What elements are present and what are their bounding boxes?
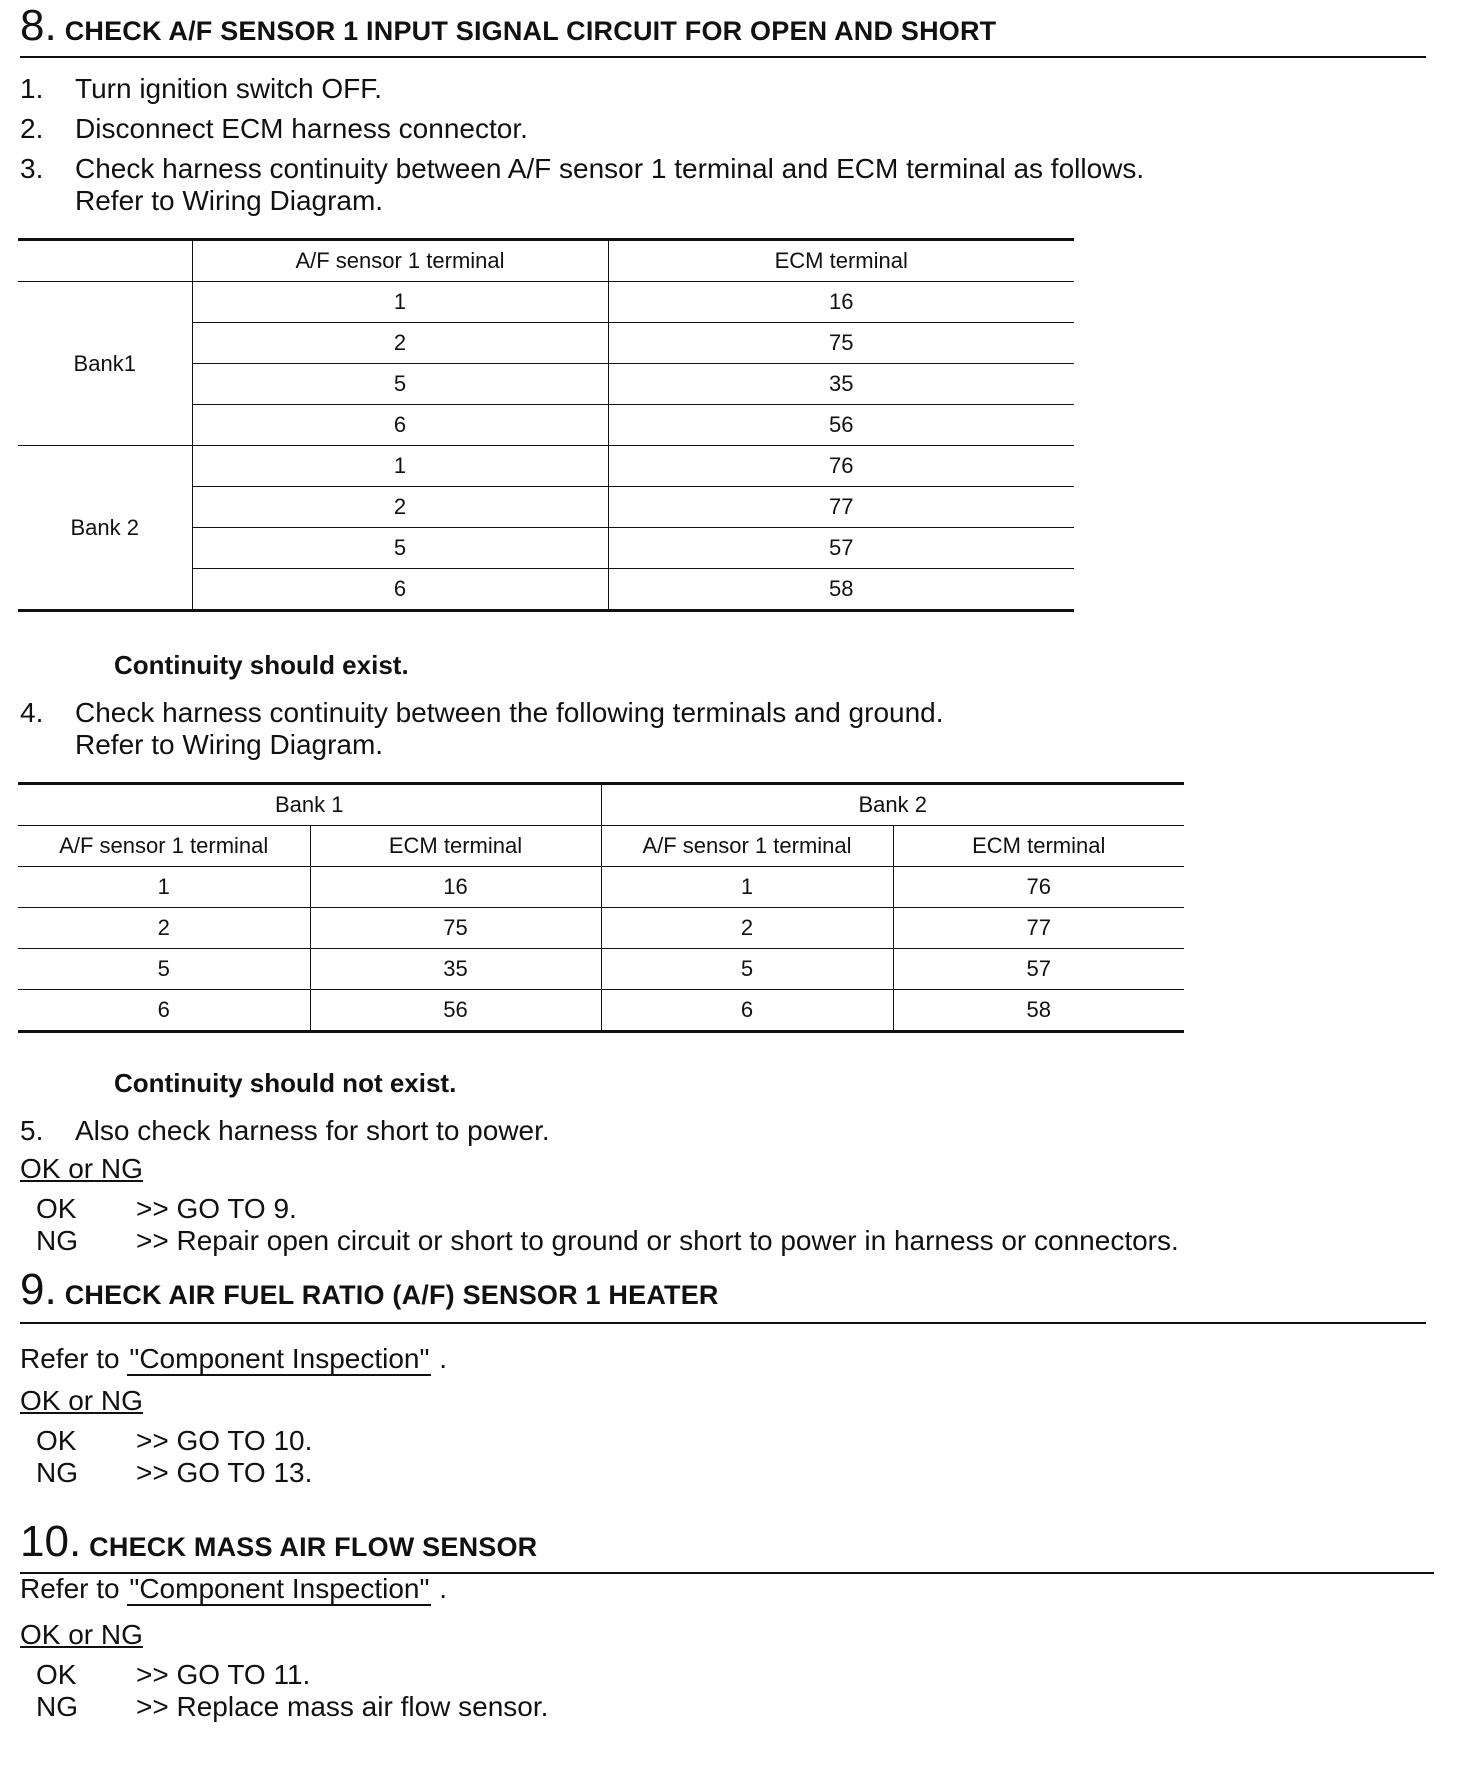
table-cell: 2 bbox=[18, 908, 310, 949]
refer-line: Refer to "Component Inspection" . bbox=[20, 1573, 448, 1604]
table-cell: 58 bbox=[608, 569, 1074, 611]
table-group-header: Bank 2 bbox=[601, 784, 1184, 826]
table-cell: 5 bbox=[192, 364, 608, 405]
table-header-cell: A/F sensor 1 terminal bbox=[601, 826, 893, 867]
table-cell: 16 bbox=[310, 867, 601, 908]
result-ok: OK >> GO TO 10. bbox=[36, 1425, 313, 1456]
step-title: CHECK MASS AIR FLOW SENSOR bbox=[89, 1532, 538, 1562]
list-item: 1. Turn ignition switch OFF. bbox=[20, 73, 383, 104]
table-group-header-row bbox=[18, 784, 1184, 826]
table-cell: 76 bbox=[893, 867, 1184, 908]
table-cell: 6 bbox=[601, 990, 893, 1032]
table-cell: 5 bbox=[18, 949, 310, 990]
table-header-cell: ECM terminal bbox=[608, 240, 1074, 282]
table-row bbox=[18, 908, 1184, 949]
result-ng: NG >> Replace mass air flow sensor. bbox=[36, 1691, 549, 1722]
table-group-header: Bank 1 bbox=[18, 784, 601, 826]
table-row bbox=[18, 990, 1184, 1032]
list-item-sub: Refer to Wiring Diagram. bbox=[75, 185, 384, 216]
table-cell: 76 bbox=[608, 446, 1074, 487]
table-cell: 6 bbox=[192, 569, 608, 611]
continuity-table-2 bbox=[18, 782, 1184, 1033]
table-header-cell: A/F sensor 1 terminal bbox=[192, 240, 608, 282]
table-cell: 57 bbox=[608, 528, 1074, 569]
table-header-row bbox=[18, 826, 1184, 867]
table-cell: 1 bbox=[601, 867, 893, 908]
table-cell: 1 bbox=[18, 867, 310, 908]
result-ng: NG >> GO TO 13. bbox=[36, 1457, 313, 1488]
table-header-cell: ECM terminal bbox=[310, 826, 601, 867]
table-row bbox=[18, 867, 1184, 908]
list-item: 3. Check harness continuity between A/F sensor 1 terminal and ECM terminal as follows. bbox=[20, 153, 1145, 184]
table-cell: 35 bbox=[608, 364, 1074, 405]
component-inspection-link[interactable]: "Component Inspection" bbox=[129, 1573, 430, 1604]
table-cell: 2 bbox=[601, 908, 893, 949]
result-ok: OK >> GO TO 11. bbox=[36, 1659, 311, 1690]
table-cell: 6 bbox=[192, 405, 608, 446]
table-cell: 1 bbox=[192, 282, 608, 323]
ok-ng-label: OK or NG bbox=[20, 1385, 143, 1416]
table-cell: 1 bbox=[192, 446, 608, 487]
table-row bbox=[18, 282, 1074, 323]
step-number: 10. bbox=[20, 1517, 82, 1566]
table-row bbox=[18, 446, 1074, 487]
table-cell: 58 bbox=[893, 990, 1184, 1032]
table-row bbox=[18, 949, 1184, 990]
table-cell: 35 bbox=[310, 949, 601, 990]
continuity-note: Continuity should not exist. bbox=[114, 1068, 457, 1098]
list-item: 5. Also check harness for short to power. bbox=[20, 1115, 550, 1146]
refer-line: Refer to "Component Inspection" . bbox=[20, 1343, 448, 1374]
list-item: 2. Disconnect ECM harness connector. bbox=[20, 113, 528, 144]
table-cell: 75 bbox=[608, 323, 1074, 364]
continuity-table-1 bbox=[18, 238, 1074, 612]
table-cell: 57 bbox=[893, 949, 1184, 990]
table-cell: 16 bbox=[608, 282, 1074, 323]
result-ok: OK >> GO TO 9. bbox=[36, 1193, 297, 1224]
table-header-row bbox=[18, 240, 1074, 282]
step-9-header bbox=[20, 1265, 1426, 1324]
table-cell: 5 bbox=[601, 949, 893, 990]
table-cell: 77 bbox=[893, 908, 1184, 949]
table-cell: 56 bbox=[310, 990, 601, 1032]
table-cell: 6 bbox=[18, 990, 310, 1032]
table-cell: 2 bbox=[192, 487, 608, 528]
step-title: CHECK AIR FUEL RATIO (A/F) SENSOR 1 HEATER bbox=[64, 1280, 719, 1310]
table-cell: 75 bbox=[310, 908, 601, 949]
step-title: CHECK A/F SENSOR 1 INPUT SIGNAL CIRCUIT FOR OPEN AND SHORT bbox=[64, 16, 997, 46]
step-8-header bbox=[20, 1, 1426, 58]
list-item-sub: Refer to Wiring Diagram. bbox=[75, 729, 384, 760]
table-header-cell bbox=[18, 240, 192, 282]
step-number: 8. bbox=[20, 1, 57, 50]
table-cell: 56 bbox=[608, 405, 1074, 446]
table-header-cell: A/F sensor 1 terminal bbox=[18, 826, 310, 867]
step-number: 9. bbox=[20, 1265, 57, 1314]
table-cell: 5 bbox=[192, 528, 608, 569]
component-inspection-link[interactable]: "Component Inspection" bbox=[129, 1343, 430, 1374]
bank-label: Bank 2 bbox=[18, 446, 192, 611]
table-header-cell: ECM terminal bbox=[893, 826, 1184, 867]
bank-label: Bank1 bbox=[18, 282, 192, 446]
ok-ng-label: OK or NG bbox=[20, 1153, 143, 1184]
list-item: 4. Check harness continuity between the following terminals and ground. bbox=[20, 697, 944, 728]
result-ng: NG >> Repair open circuit or short to ground or short to power in harness or connectors. bbox=[36, 1225, 1179, 1256]
ok-ng-label: OK or NG bbox=[20, 1619, 143, 1650]
continuity-note: Continuity should exist. bbox=[114, 650, 409, 680]
table-cell: 2 bbox=[192, 323, 608, 364]
table-cell: 77 bbox=[608, 487, 1074, 528]
step-10-header bbox=[20, 1517, 1434, 1574]
